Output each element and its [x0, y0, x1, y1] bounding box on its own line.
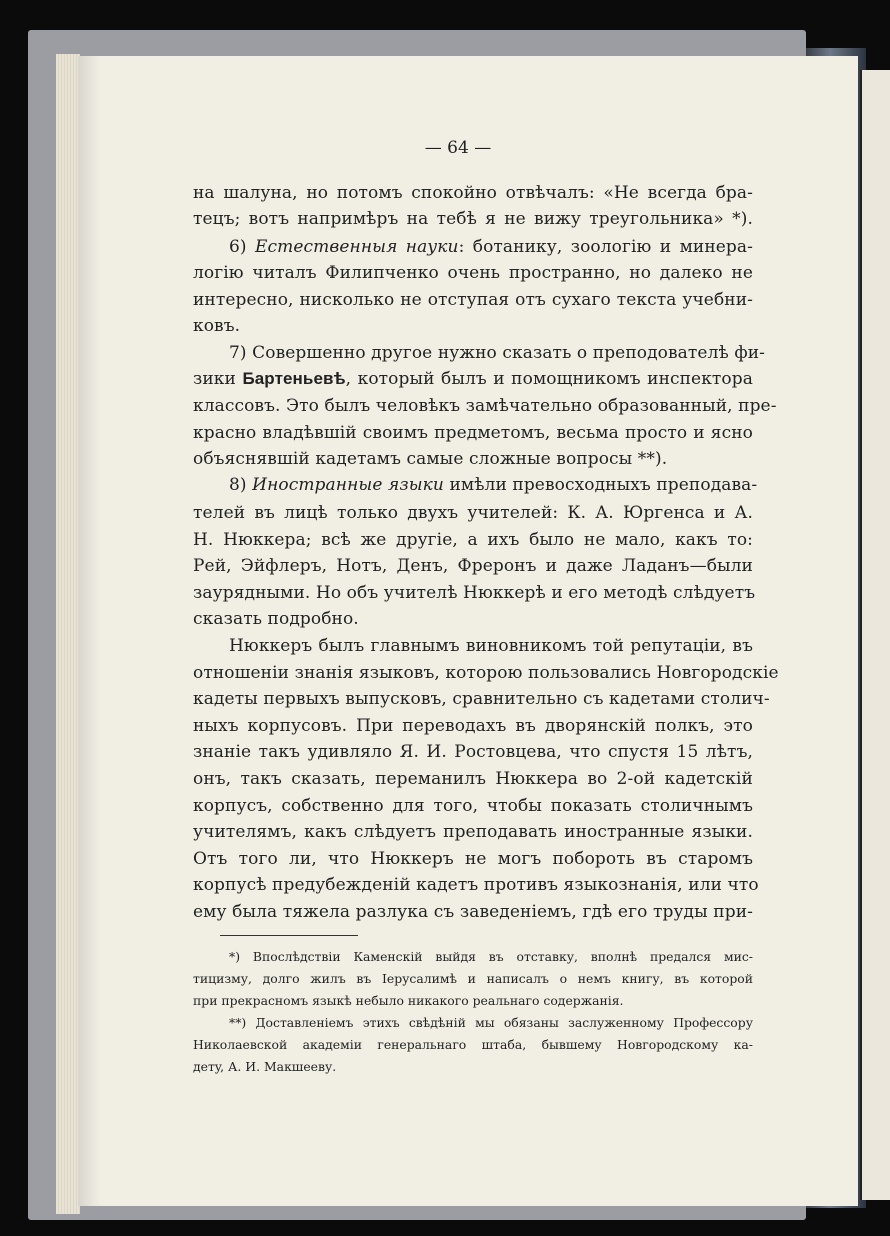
body-line: телей въ лицѣ только двухъ учителей: К. А. Юргенса и А.: [193, 503, 753, 523]
footnote-separator: [220, 935, 358, 936]
page-number: — 64 —: [424, 138, 492, 158]
body-line: заурядными. Но объ учителѣ Нюккерѣ и его методѣ слѣдуетъ: [193, 583, 756, 603]
body-line: корпусѣ предубежденій кадетъ противъ языкознанія, или что: [193, 875, 759, 895]
body-line: онъ, такъ сказать, переманилъ Нюккера во 2-ой кадетскій: [193, 769, 753, 789]
body-line: 6) Естественныя науки: ботанику, зоологію и минера-: [229, 237, 753, 257]
body-line: интересно, нисколько не отступая отъ сухаго текста учебни-: [193, 290, 753, 310]
body-line: кадеты первыхъ выпусковъ, сравнительно съ кадетами столич-: [193, 689, 770, 709]
body-line: логію читалъ Филипченко очень пространно, но далеко не: [193, 263, 753, 283]
body-line: учителямъ, какъ слѣдуетъ преподавать иностранные языки.: [193, 822, 753, 842]
footnote-line: *) Впослѣдствіи Каменскій выйдя въ отставку, вполнѣ предался мис-: [229, 949, 753, 964]
footnote-line: **) Доставленіемъ этихъ свѣдѣній мы обязаны заслуженному Профессору: [229, 1015, 753, 1030]
adjacent-page-edge: [860, 70, 890, 1200]
body-line: классовъ. Это былъ человѣкъ замѣчательно образованный, пре-: [193, 396, 777, 416]
footnote-line: тицизму, долго жилъ въ Іерусалимѣ и написалъ о немъ книгу, въ которой: [193, 971, 753, 986]
page-edges: [56, 54, 80, 1214]
body-line: ковъ.: [193, 316, 241, 336]
body-line: зики Бартеньевѣ, который былъ и помощникомъ инспектора: [193, 369, 753, 389]
footnote-line: детy, А. И. Макшееву.: [193, 1059, 337, 1074]
body-line: Отъ того ли, что Нюккеръ не могъ побороть въ старомъ: [193, 849, 753, 869]
body-line: Нюккеръ былъ главнымъ виновникомъ той репутаціи, въ: [229, 636, 753, 656]
body-line: объяснявшій кадетамъ самые сложные вопросы **).: [193, 449, 668, 469]
body-line: отношеніи знанія языковъ, которою пользовались Новгородскіе: [193, 663, 779, 683]
spine-shadow: [78, 56, 100, 1206]
body-line: Н. Нюккера; всѣ же другіе, а ихъ было не мало, какъ то:: [193, 530, 753, 550]
footnote-line: Николаевской академіи генеральнаго штаба, бывшему Новгородскому ка-: [193, 1037, 753, 1052]
body-line: 7) Совершенно другое нужно сказать о преподователѣ фи-: [229, 343, 766, 363]
body-line: ему была тяжела разлука съ заведеніемъ, гдѣ его труды при-: [193, 902, 753, 922]
body-line: красно владѣвшій своимъ предметомъ, весьма просто и ясно: [193, 423, 753, 443]
body-line: Рей, Эйфлеръ, Нотъ, Денъ, Фреронъ и даже Ладанъ—были: [193, 556, 753, 576]
body-line: тецъ; вотъ напримѣръ на тебѣ я не вижу треугольника» *).: [193, 209, 753, 229]
body-line: 8) Иностранные языки имѣли превосходныхъ преподава-: [229, 475, 758, 495]
body-line: на шалуна, но потомъ спокойно отвѣчалъ: «Не всегда бра-: [193, 183, 753, 203]
footnote-line: при прекрасномъ языкѣ небыло никакого реальнаго содержанія.: [193, 993, 624, 1008]
body-line: сказать подробно.: [193, 609, 359, 629]
body-line: знаніе такъ удивляло Я. И. Ростовцева, что спустя 15 лѣтъ,: [193, 742, 753, 762]
body-line: ныхъ корпусовъ. При переводахъ въ дворянскій полкъ, это: [193, 716, 753, 736]
body-line: корпусъ, собственно для того, чтобы показать столичнымъ: [193, 796, 753, 816]
